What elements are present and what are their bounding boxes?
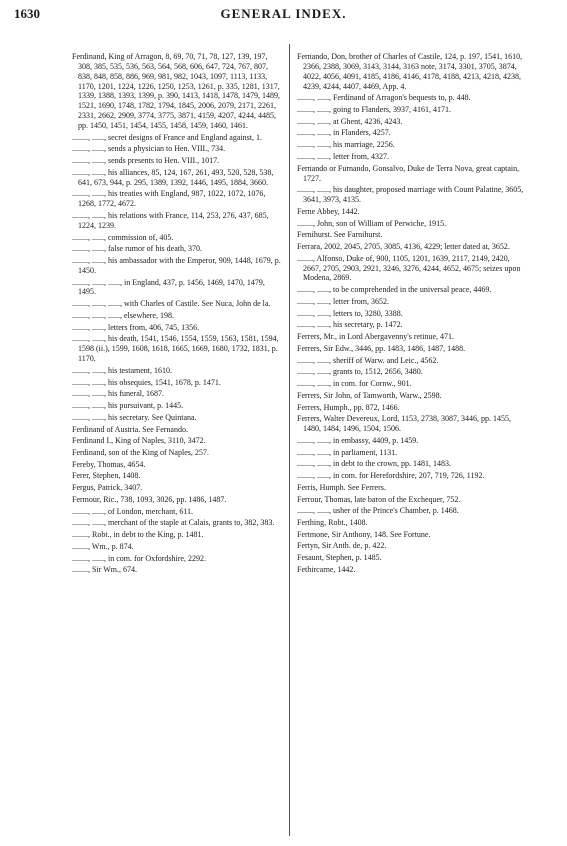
index-entry: ........, ......, letter from, 4327.: [297, 151, 389, 161]
right-column: [297, 52, 525, 577]
index-entry: ........, ......, ......, with Charles of Castile. See Nuca, John de la.: [72, 299, 271, 309]
index-entry: ........, ......, his daughter, proposed marriage with Count Palatine, 3605, 3641, 3973, 4135.: [297, 185, 524, 205]
page-header: [0, 4, 567, 26]
index-entry: Ferrour, Thomas, late baron of the Exchequer, 752.: [297, 494, 461, 504]
index-entry: Ferrara, 2002, 2045, 2705, 3085, 4136, 4229; letter dated at, 3652.: [297, 242, 510, 252]
index-entry: Ferrers, Sir John, of Tamworth, Warw., 2598.: [297, 390, 442, 400]
index-entry: ........, ......, sheriff of Warw. and Leic., 4562.: [297, 355, 439, 365]
index-entry: ........, ......, in parliament, 1131.: [297, 447, 398, 457]
index-entry: ........, ......, Ferdinand of Arragon's bequests to, p. 448.: [297, 93, 471, 103]
index-entry: Fermour, Ric., 738, 1093, 3026, pp. 1486, 1487.: [72, 494, 227, 504]
index-entry: Fernihurst. See Farnihurst.: [297, 230, 383, 240]
index-entry: Ferrers, Walter Devereux, Lord, 1153, 2738, 3087, 3446, pp. 1455, 1480, 1484, 1496, 1504, 1506.: [297, 414, 511, 434]
index-entry: ........, ......, his secretary, p. 1472.: [297, 320, 403, 330]
index-entry: ........, ......, usher of the Prince's Chamber, p. 1468.: [297, 506, 459, 516]
index-entry: ........, John, son of William of Perwiche, 1915.: [297, 218, 447, 228]
column-divider: [289, 44, 290, 836]
page-title: GENERAL INDEX.: [220, 6, 347, 21]
index-entry: Ferdinand, King of Arragon, 8, 69, 70, 71, 78, 127, 139, 197, 308, 385, 535, 536, 563, 564, 568, 606, 647, 724, 767, 807, 838, 848, 858, 886, 969, 981, 982, 1043, 1097, 1113, 1133, 1170, 1201, 1224, 1226, 1250, 1253, 1261, p. 335, 1281, 1317, 1339, 1388, 1393, 1399, p. 390, 1413, 1418, 1478, 1479, 1489, 1521, 1690, 1748, 1782, 1794, 1845, 2006, 2079, 2171, 2261, 2331, 2662, 2909, 3774, 3775, 3871, 4159, 4207, 4244, 4485, pp. 1450, 1451, 1454, 1455, 1458, 1459, 1460, 1461.: [72, 52, 280, 130]
index-entry: Ferrers, Mr., in Lord Abergavenny's retinue, 471.: [297, 332, 455, 342]
index-entry: ........, ......, his obsequies, 1541, 1678, p. 1471.: [72, 377, 221, 387]
index-entry: ........, ......, his funeral, 1687.: [72, 389, 164, 399]
index-entry: Ferne Abbey, 1442.: [297, 206, 360, 216]
index-entry: Ferris, Humph. See Ferrers.: [297, 482, 386, 492]
index-entry: ........, ......, in com. for Oxfordshire, 2292.: [72, 553, 206, 563]
index-entry: ........, Wm., p. 874.: [72, 541, 134, 551]
index-entry: ........, ......, his ambassador with the Emperor, 909, 1448, 1679, p. 1450.: [72, 256, 281, 275]
index-entry: ........, ......, letters from, 406, 745, 1356.: [72, 322, 200, 332]
index-entry: Ferrers, Humph., pp. 872, 1466.: [297, 402, 400, 412]
index-entry: ........, ......, letters to, 3280, 3388.: [297, 308, 403, 318]
index-entry: ........, ......, his marriage, 2256.: [297, 140, 395, 150]
index-entry: ........, ......, letter from, 3652.: [297, 296, 389, 306]
index-entry: ........, ......, grants to, 1512, 2656, 3480.: [297, 367, 423, 377]
index-entry: Fertmone, Sir Anthony, 148. See Fortune.: [297, 529, 431, 539]
index-entry: Fergus, Patrick, 3407.: [72, 483, 143, 493]
index-entry: ........, ......, sends a physician to Hen. VIII., 734.: [72, 144, 226, 154]
index-entry: Fernando, Don, brother of Charles of Castile, 124, p. 197, 1541, 1610, 2366, 2388, 3069, 3143, 3144, 3163 note, 3174, 3301, 3705, 3874, 4022, 4056, 4091, 4185, 4186, 4146, 4178, 4188, 4213, 4218, 4238, 4239, 4244, 4407, 4469, App. 4.: [297, 52, 523, 91]
index-entry: ........, ......, his secretary. See Quintana.: [72, 412, 197, 422]
index-entry: ........, ......, commission of, 405.: [72, 232, 174, 242]
index-entry: Ferdinand, son of the King of Naples, 257.: [72, 447, 209, 457]
index-entry: ........, ......, in embassy, 4409, p. 1459.: [297, 435, 419, 445]
index-entry: ........, ......, in debt to the crown, pp. 1481, 1483.: [297, 459, 451, 469]
index-entry: Ferdinand I., King of Naples, 3110, 3472.: [72, 436, 206, 446]
index-entry: ........, ......, merchant of the staple at Calais, grants to, 382, 383.: [72, 518, 275, 528]
index-entry: ........, Sir Wm., 674.: [72, 565, 137, 575]
index-entry: ........, ......, sends presents to Hen. VIII., 1017.: [72, 156, 220, 166]
left-column: [72, 52, 282, 577]
index-entry: ........, ......, his relations with France, 114, 253, 276, 437, 685, 1224, 1239.: [72, 211, 269, 230]
index-entry: ........, ......, his pursuivant, p. 1445.: [72, 401, 184, 411]
index-entry: Fethircarne, 1442.: [297, 564, 356, 574]
index-entry: Ferrers, Sir Edw., 3446, pp. 1483, 1486, 1487, 1488.: [297, 343, 466, 353]
index-entry: Ferdinand of Austria. See Fernando.: [72, 424, 188, 434]
index-entry: ........, ......, secret designs of France and England against, 1.: [72, 132, 262, 142]
index-entry: ........, ......, his alliances, 85, 124, 167, 261, 493, 520, 528, 538, 641, 673, 944, p. 295, 1389, 1392, 1446, 1495, 1884, 3660.: [72, 167, 274, 187]
index-entry: Ferer, Stephen, 1408.: [72, 471, 141, 481]
index-entry: Fernando or Furnando, Gonsalvo, Duke de Terra Nova, great captain, 1727.: [297, 163, 520, 183]
page-number: 1630: [14, 6, 40, 21]
index-entry: ........, ......, ......, elsewhere, 198.: [72, 310, 174, 320]
index-entry: Ferthing, Robt., 1408.: [297, 517, 368, 527]
index-entry: ........, ......, in com. for Herefordshire, 207, 719, 726, 1192.: [297, 471, 485, 481]
index-entry: ........, ......, at Ghent, 4236, 4243.: [297, 116, 403, 126]
index-entry: ........, ......, of London, merchant, 611.: [72, 506, 194, 516]
index-entry: ........, ......, ......, in England, 437, p. 1456, 1469, 1470, 1479, 1495.: [72, 277, 265, 297]
index-entry: ........, ......, his treaties with England, 987, 1022, 1072, 1076, 1268, 1772, 4672.: [72, 189, 266, 209]
index-entry: ........, ......, in Flanders, 4257.: [297, 128, 391, 138]
index-entry: ........, ......, going to Flanders, 3937, 4161, 4171.: [297, 105, 451, 114]
index-entry: Fertyn, Sir Anth. de, p. 422.: [297, 541, 387, 551]
index-entry: ........, Alfonso, Duke of, 900, 1105, 1201, 1639, 2117, 2149, 2420, 2667, 2705, 2903, 2921, 3246, 3276, 4244, 4652, 4675; seizes upon Modena, 2869.: [297, 253, 521, 283]
index-entry: ........, Robt., in debt to the King, p. 1481.: [72, 530, 204, 540]
index-entry: Fereby, Thomas, 4654.: [72, 459, 146, 469]
index-entry: ........, ......, his testament, 1610.: [72, 365, 172, 375]
index-entry: ........, ......, his death, 1541, 1546, 1554, 1559, 1563, 1581, 1594, 1598 (ii.), 1599, 1608, 1618, 1665, 1669, 1680, 1732, 1831, p. 1170.: [72, 334, 279, 364]
index-entry: Fesaunt, Stephen, p. 1485.: [297, 553, 382, 563]
index-entry: ........, ......, to be comprehended in the universal peace, 4469.: [297, 285, 492, 295]
index-entry: ........, ......, false rumor of his death, 370.: [72, 244, 202, 254]
index-entry: ........, ......, in com. for Cornw., 901.: [297, 379, 412, 389]
